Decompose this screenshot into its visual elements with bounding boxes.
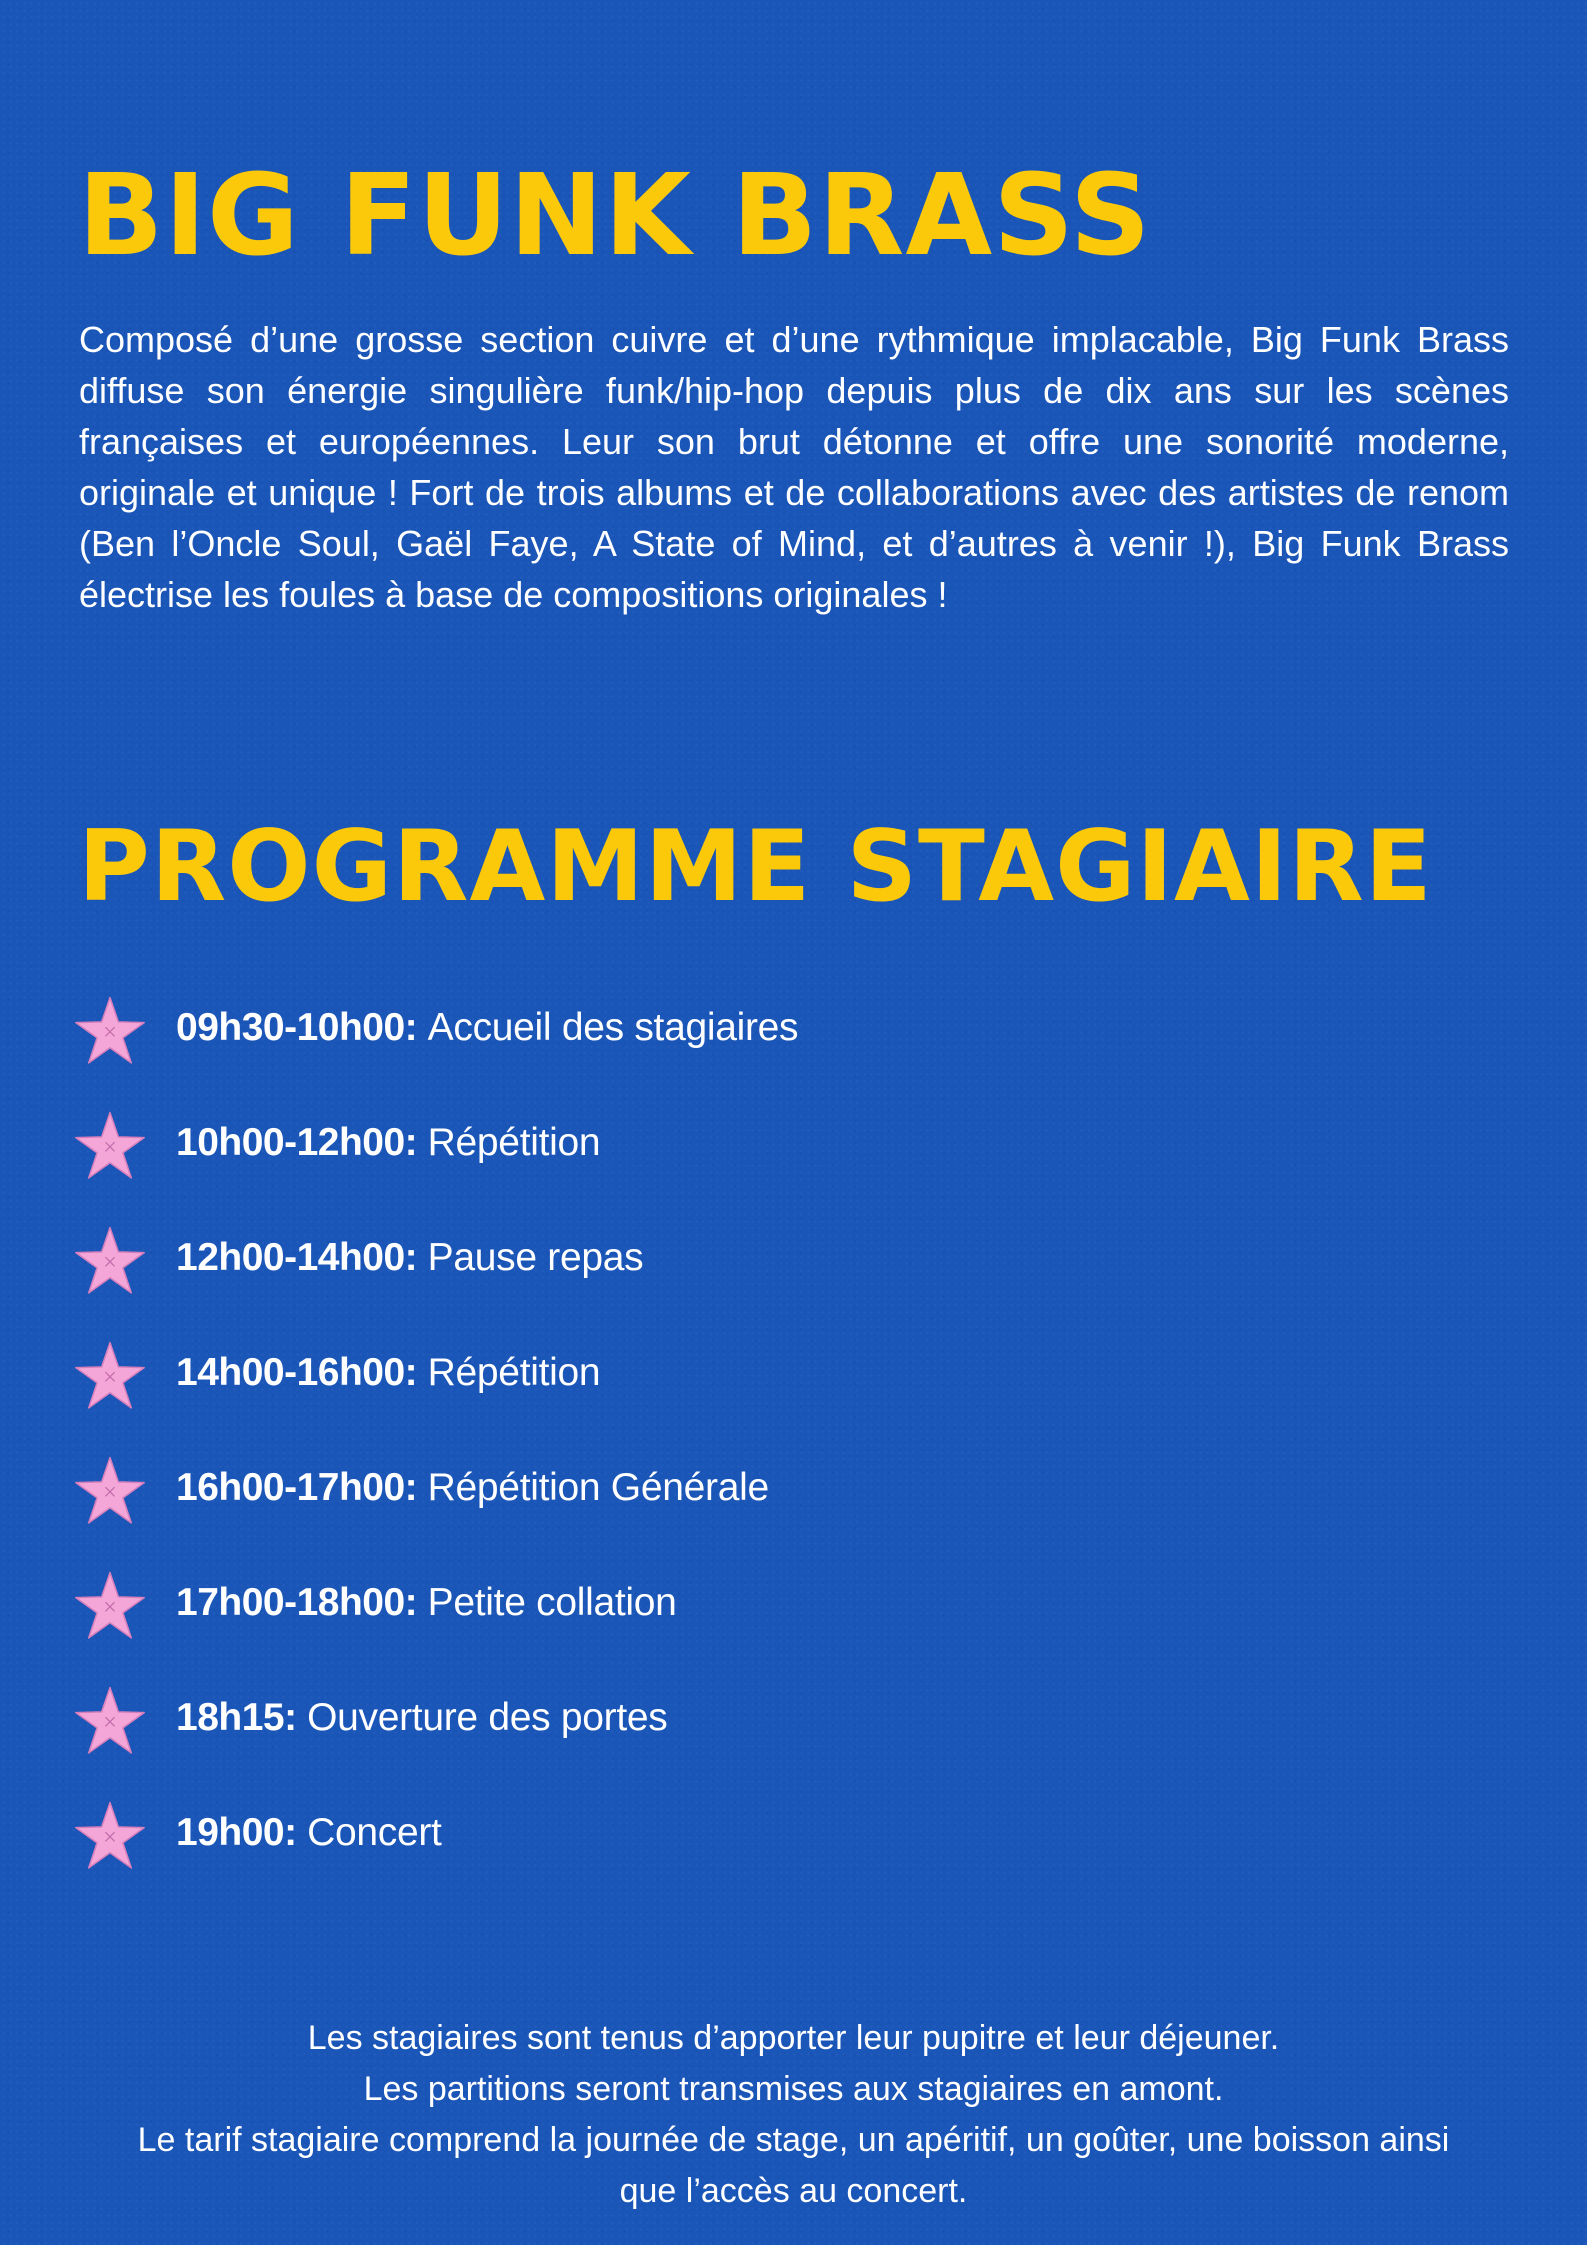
schedule-time: 10h00-12h00 xyxy=(176,1120,405,1164)
schedule-activity: Répétition xyxy=(427,1120,601,1164)
footer-line: Les stagiaires sont tenus d’apporter leur pupitre et leur déjeuner. xyxy=(307,2019,1280,2057)
page-title: BIG FUNK BRASS xyxy=(78,151,1152,281)
schedule-separator: : xyxy=(404,1465,418,1509)
schedule-list xyxy=(72,970,798,1890)
schedule-time: 09h30-10h00 xyxy=(176,1005,405,1049)
schedule-activity: Répétition Générale xyxy=(427,1465,769,1509)
schedule-item xyxy=(72,1200,798,1315)
schedule-activity: Pause repas xyxy=(427,1235,644,1279)
schedule-separator: : xyxy=(284,1810,298,1854)
star-icon xyxy=(72,1223,148,1299)
schedule-separator: : xyxy=(404,1005,418,1049)
star-icon xyxy=(72,1798,148,1874)
schedule-item xyxy=(72,1315,798,1430)
footer-line: Les partitions seront transmises aux stagiaires en amont. xyxy=(363,2070,1224,2108)
schedule-separator: : xyxy=(404,1235,418,1279)
schedule-time: 18h15 xyxy=(176,1695,285,1739)
footer-line: Le tarif stagiaire comprend la journée de stage, un apéritif, un goûter, une boisson ainsi xyxy=(137,2121,1450,2159)
schedule-activity: Petite collation xyxy=(427,1580,677,1624)
schedule-separator: : xyxy=(404,1350,418,1394)
schedule-time: 14h00-16h00 xyxy=(176,1350,405,1394)
star-icon xyxy=(72,1108,148,1184)
star-icon xyxy=(72,1338,148,1414)
schedule-item xyxy=(72,1085,798,1200)
band-description: Composé d’une grosse section cuivre et d’une rythmique implacable, Big Funk Brass diffuse son énergie singulière funk/hip-hop depuis plus de dix ans sur les scènes françaises et européennes. Leur son brut détonne et offre une sonorité moderne, originale et unique ! Fort de trois albums et de collaborations avec des artistes de renom (Ben l’Oncle Soul, Gaël Faye, A State of Mind, et d’autres à venir !), Big Funk Brass électrise les foules à base de compositions originales ! xyxy=(79,319,1509,615)
star-icon xyxy=(72,993,148,1069)
schedule-separator: : xyxy=(404,1120,418,1164)
schedule-separator: : xyxy=(404,1580,418,1624)
schedule-activity: Concert xyxy=(307,1810,442,1854)
schedule-item xyxy=(72,1545,798,1660)
star-icon xyxy=(72,1453,148,1529)
schedule-item xyxy=(72,970,798,1085)
programme-title: PROGRAMME STAGIAIRE xyxy=(78,810,1433,924)
footer-notes xyxy=(80,2013,1507,2217)
schedule-separator: : xyxy=(284,1695,298,1739)
schedule-activity: Ouverture des portes xyxy=(307,1695,668,1739)
footer-line: que l’accès au concert. xyxy=(619,2172,968,2210)
schedule-time: 17h00-18h00 xyxy=(176,1580,405,1624)
schedule-item xyxy=(72,1660,798,1775)
schedule-item xyxy=(72,1430,798,1545)
schedule-time: 16h00-17h00 xyxy=(176,1465,405,1509)
star-icon xyxy=(72,1683,148,1759)
schedule-time: 19h00 xyxy=(176,1810,285,1854)
schedule-activity: Accueil des stagiaires xyxy=(427,1005,799,1049)
schedule-time: 12h00-14h00 xyxy=(176,1235,405,1279)
schedule-item xyxy=(72,1775,798,1890)
star-icon xyxy=(72,1568,148,1644)
schedule-activity: Répétition xyxy=(427,1350,601,1394)
